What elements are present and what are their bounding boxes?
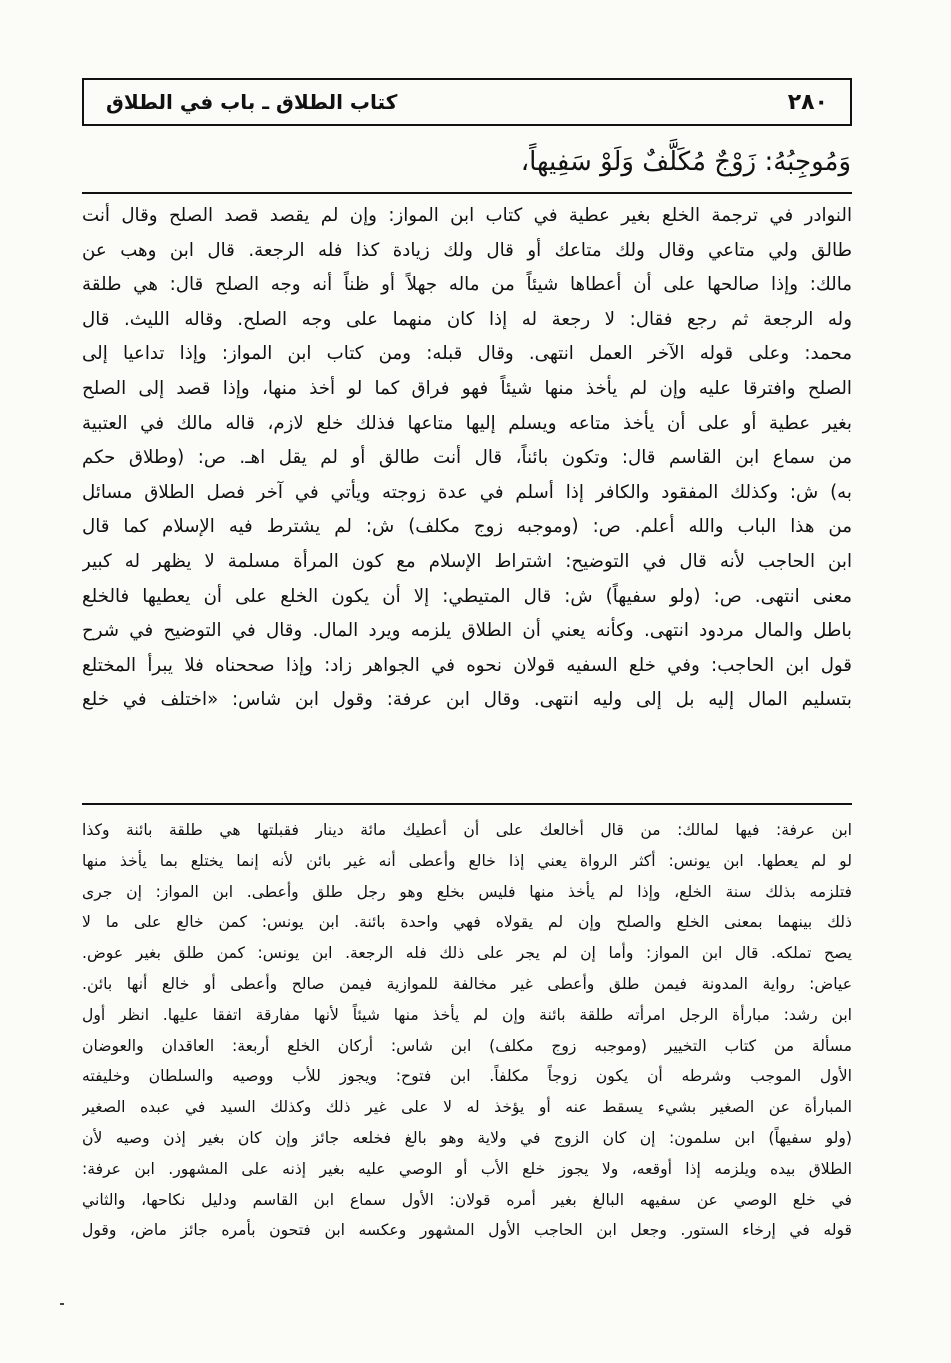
running-title: كتاب الطلاق ـ باب في الطلاق — [106, 90, 398, 114]
commentary-line: مالك: وإذا صالحها على أن أعطاها شيئاً من ماله جهلاً أو ظناً أنه وجه الصلح قال: هي طلقة — [82, 274, 852, 296]
footnote-line: قوله في إرخاء الستور. وجعل ابن الحاجب الأول المشهور وعكسه ابن فتحون بأمره جائز ماض، وقول — [82, 1221, 852, 1240]
footnote-line: في خلع الوصي عن سفيهه البالغ بغير أمره قولان: الأول سماع ابن القاسم ودليل نكاحها، والثاني — [82, 1190, 852, 1209]
commentary-line: باطل والمال مردود انتهى. وكأنه يعني أن الطلاق يلزمه ويرد المال. وقال في التوضيح في شرح — [82, 620, 852, 642]
commentary-line: النوادر في ترجمة الخلع بغير عطية في كتاب ابن المواز: وإن لم يقصد قصد الصلح وقال أنت — [82, 205, 852, 226]
commentary-line: الصلح وافترقا عليه وإن لم يأخذ منها شيئاً فهو فراق كما لو أخذ منها، وإذا قصد إلى الصلح — [82, 377, 852, 399]
commentary-line: بتسليم المال إليه بل إلى وليه انتهى. وقال ابن عرفة: وقول ابن شاس: «اختلف في خلع — [82, 689, 852, 711]
commentary-line: محمد: وعلى قوله الآخر العمل انتهى. وقال قبله: ومن كتاب ابن المواز: وإذا تداعيا إلى — [82, 343, 852, 365]
footnote-line: الأول الموجب وشرطه أن يكون زوجاً مكلفاً. ابن فتوح: ويجوز للأب ووصيه والسلطان وخليفته — [82, 1067, 852, 1086]
footnote-line: الطلاق بيده ويلزمه إذا أوقعه، ولا يجوز خلع الأب أو الوصي عليه بغير إذنه على المشهور. ابن عرفة: — [82, 1159, 852, 1178]
commentary-line: بغير عطية أو على أن يأخذ متاعه ويسلم إليها متاعها فذلك خلع لازم، قاله مالك في العتبية — [82, 412, 852, 434]
commentary-line: وله الرجعة ثم رجع فقال: لا رجعة له إذا كان منهما على وجه الصلح. وقاله الليث. قال — [82, 308, 852, 330]
footnote-line: يصح تملكه. قال ابن المواز: وأما إن لم يجر على ذلك فله الرجعة. ابن يونس: كمن طلق بغير عوض. — [82, 944, 852, 963]
footnote-divider — [82, 803, 852, 805]
footnote-line: عياض: رواية المدونة فيمن طلق وأعطى غير مخالفة للموازية فيمن صالح وأعطى أو خالع أنها بائن. — [82, 974, 852, 993]
footnote-line: ابن عرفة: فيها لمالك: من قال أخالعك على أن أعطيك مائة دينار فقبلتها هي طلقة بائنة وكذا — [82, 821, 852, 839]
footnote-line: لو لم يعطها. ابن يونس: أكثر الرواة يعني إذا خالع وأعطى أنه غير بائن لأنه إنما يختلع بما يأخذ منها — [82, 851, 852, 870]
commentary-line: طالق ولي متاعي وقال ولك متاعك أو قال ولك زيادة كذا فله الرجعة. قال ابن وهب عن — [82, 239, 852, 261]
matn-divider — [82, 192, 852, 194]
scan-mark — [60, 1303, 64, 1305]
page-number: ٢٨٠ — [787, 89, 828, 115]
commentary-body — [82, 199, 852, 799]
commentary-line: من سماع ابن القاسم قال: وتكون بائناً، قال أنت طالق أو لم يقل اهـ. ص: (وطلاق حكم — [82, 447, 852, 469]
page-header — [82, 78, 852, 126]
commentary-line: معنى انتهى. ص: (ولو سفيهاً) ش: قال المتيطي: إلا أن يكون الخلع على أن يعطيها فالخلع — [82, 585, 852, 607]
footnote-line: ابن رشد: مبارأة الرجل امرأته طلقة بائنة وإن لم يأخذ منها شيئاً لأنها مفارقة اتفقا عليها. انظر أول — [82, 1005, 852, 1024]
footnotes-body — [82, 815, 852, 1335]
footnote-line: ذلك بينهما بمعنى الخلع والصلح وإن لم يقولاه فهي واحدة بائنة. ابن يونس: كمن خالع على ما لا — [82, 913, 852, 932]
commentary-line: ابن الحاجب لأنه قال في التوضيح: اشتراط الإسلام مع كون المرأة مسلمة لا يظهر له كبير — [82, 550, 852, 572]
footnote-line: المبارأة عن الصغير بشيء يسقط عنه أو يؤخذ له لا على غير ذلك وكذلك السيد في عبده الصغير — [82, 1098, 852, 1117]
commentary-line: به) ش: وكذلك المفقود والكافر إذا أسلم في عدة زوجته ويأتي في آخر فصل الطلاق مسائل — [82, 481, 852, 503]
commentary-line: قول ابن الحاجب: وفي خلع السفيه قولان نحوه في الجواهر زاد: وإذا صححناه فلا يبرأ المختلع — [82, 654, 852, 676]
commentary-line: من هذا الباب والله أعلم. ص: (وموجبه زوج مكلف) ش: لم يشترط فيه الإسلام كما قال — [82, 516, 852, 538]
footnote-line: مسألة من كتاب التخيير (وموجبه زوج مكلف) ابن شاس: أركان الخلع أربعة: العاقدان والعوضان — [82, 1036, 852, 1055]
footnote-line: فتلزمه بذلك سنة الخلع، وإذا لم يأخذ منها فليس بخلع وهو رجل طلق وأعطى. ابن المواز: إن جرى — [82, 882, 852, 901]
matn-text: وَمُوجِبُهُ: زَوْجٌ مُكَلَّفٌ وَلَوْ سَفِيهاً، — [520, 147, 851, 177]
footnote-line: (ولو سفيهاً) ابن سلمون: إن كان الزوج في ولاية وهو بالغ فخلعه جائز وإن كان بغير إذن وصيه لأن — [82, 1128, 852, 1147]
